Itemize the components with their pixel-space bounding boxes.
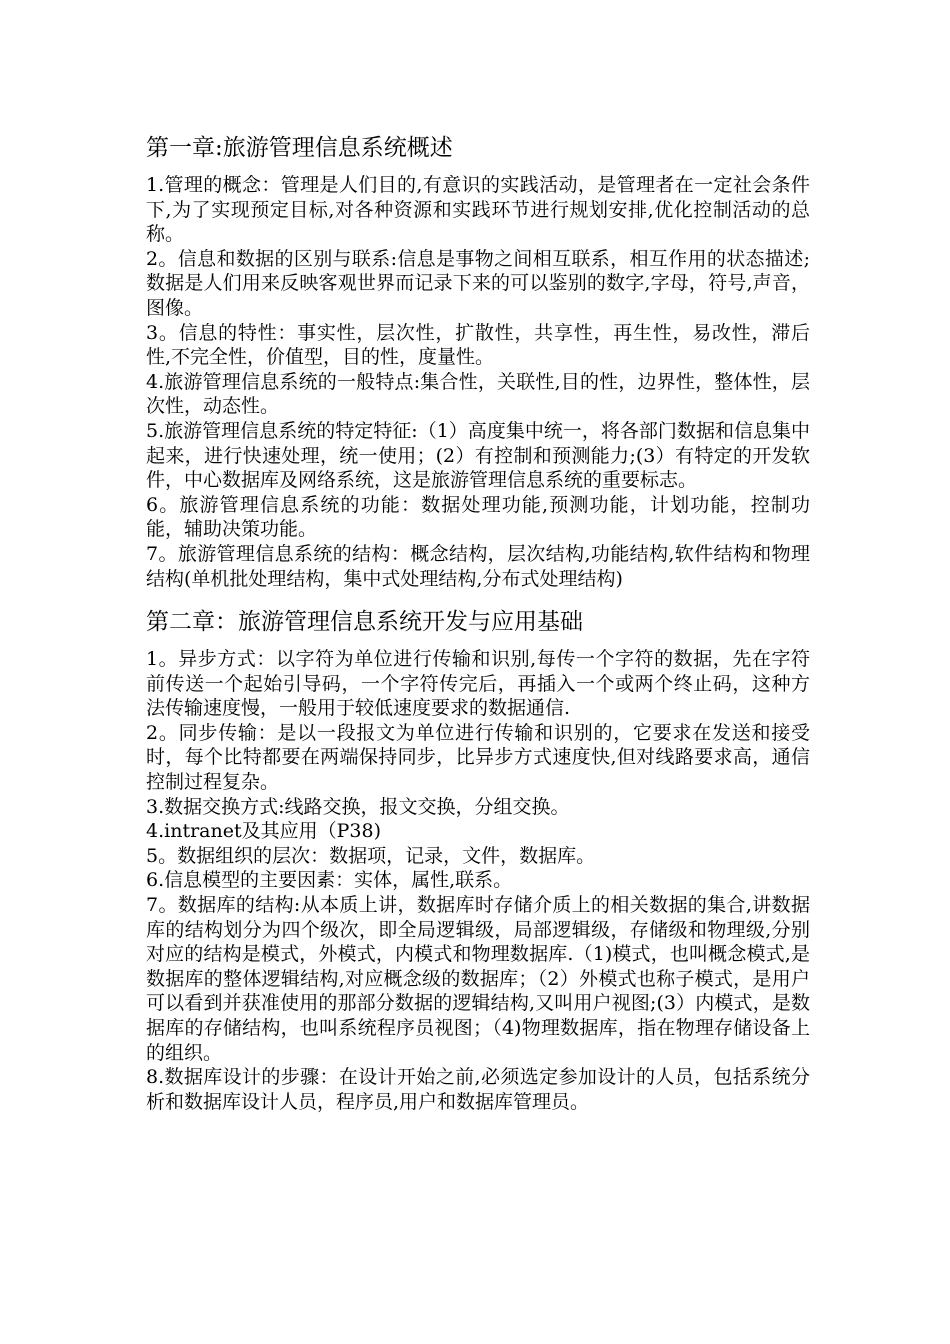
chapter-2-item-5: 5。数据组织的层次：数据项，记录，文件，数据库。 xyxy=(146,844,596,867)
chapter-1-item-2: 2。信息和数据的区别与联系:信息是事物之间相互联系，相互作用的状态描述;数据是人们用来反映客观世界而记录下来的可以鉴别的数字,字母，符号,声音，图像。 xyxy=(146,247,810,319)
chapter-2-item-7: 7。数据库的结构:从本质上讲，数据库时存储介质上的相关数据的集合,讲数据库的结构划分为四个级次，即全局逻辑级，局部逻辑级，存储级和物理级,分别对应的结构是模式，外模式，内模式和物理数据库.（1)模式，也叫概念模式,是数据库的整体逻辑结构,对应概念级的数据库；（2）外模式也称子模式，是用户可以看到并获准使用的那部分数据的逻辑结构,又叫用户视图;(3）内模式，是数据库的存储结构，也叫系统程序员视图；（4)物理数据库，指在物理存储设备上的组织。 xyxy=(146,894,810,1064)
chapter-1-item-7: 7。旅游管理信息系统的结构：概念结构，层次结构,功能结构,软件结构和物理结构(单机批处理结构，集中式处理结构,分布式处理结构) xyxy=(146,542,810,590)
chapter-1-item-4: 4.旅游管理信息系统的一般特点:集合性，关联性,目的性，边界性，整体性，层次性，动态性。 xyxy=(146,370,810,418)
chapter-1-item-3: 3。信息的特性：事实性，层次性，扩散性，共享性，再生性，易改性，滞后性,不完全性，价值型，目的性，度量性。 xyxy=(146,321,810,369)
chapter-2-title: 第二章：旅游管理信息系统开发与应用基础 xyxy=(146,609,583,636)
chapter-1-item-5: 5.旅游管理信息系统的特定特征:（1）高度集中统一，将各部门数据和信息集中起来，进行快速处理，统一使用；(2）有控制和预测能力;(3）有特定的开发软件，中心数据库及网络系统，这是旅游管理信息系统的重要标志。 xyxy=(146,419,810,492)
chapter-2-item-8: 8.数据库设计的步骤：在设计开始之前,必须选定参加设计的人员，包括系统分析和数据库设计人员，程序员,用户和数据库管理员。 xyxy=(146,1066,810,1113)
chapter-2-item-6: 6.信息模型的主要因素：实体，属性,联系。 xyxy=(146,869,513,892)
chapter-2-item-3: 3.数据交换方式:线路交换，报文交换，分组交换。 xyxy=(146,795,570,818)
chapter-1-item-1: 1.管理的概念：管理是人们目的,有意识的实践活动，是管理者在一定社会条件下,为了实现预定目标,对各种资源和实践环节进行规划安排,优化控制活动的总称。 xyxy=(146,174,810,246)
chapter-2-item-2: 2。同步传输：是以一段报文为单位进行传输和识别的，它要求在发送和接受时，每个比特都要在两端保持同步，比异步方式速度快,但对线路要求高，通信控制过程复杂。 xyxy=(146,721,810,794)
chapter-1-item-6: 6。旅游管理信息系统的功能：数据处理功能,预测功能，计划功能，控制功能，辅助决策功能。 xyxy=(146,493,810,541)
chapter-2-item-1: 1。异步方式：以字符为单位进行传输和识别,每传一个字符的数据，先在字符前传送一个起始引导码，一个字符传完后，再插入一个或两个终止码，这种方法传输速度慢，一般用于较低速度要求的数据通信. xyxy=(146,648,810,720)
chapter-2-item-4: 4.intranet及其应用（P38) xyxy=(146,820,381,843)
chapter-1-title: 第一章:旅游管理信息系统概述 xyxy=(146,135,453,161)
document-page xyxy=(146,131,810,1114)
